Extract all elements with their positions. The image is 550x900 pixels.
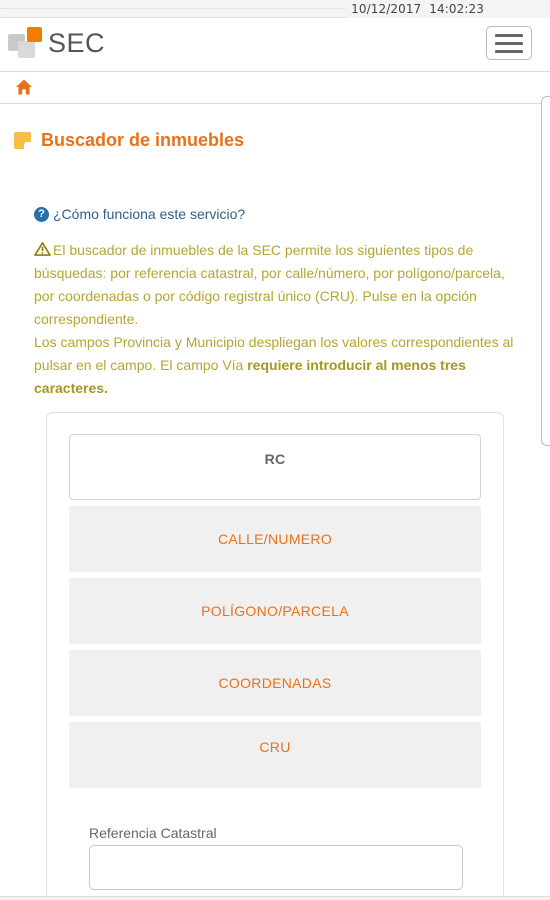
referencia-catastral-label: Referencia Catastral — [89, 825, 217, 841]
status-datetime — [347, 0, 550, 18]
notice-emphasis: requiere introducir al menos tres caracteres. — [34, 357, 466, 396]
notice-paragraph-2: Los campos Provincia y Municipio despliegan los valores correspondientes al pulsar en el campo. El campo Vía — [34, 334, 514, 373]
warning-icon — [34, 242, 51, 256]
option-calle-numero-button[interactable]: CALLE/NUMERO — [69, 506, 481, 572]
option-rc-button[interactable]: RC — [69, 434, 481, 500]
hamburger-icon — [495, 34, 523, 37]
how-it-works-link[interactable] — [34, 206, 245, 222]
app-header — [0, 18, 550, 72]
home-icon[interactable] — [15, 78, 33, 96]
document-icon — [14, 132, 31, 149]
search-notice — [34, 239, 514, 400]
question-circle-icon: ? — [34, 207, 49, 222]
status-date: 10/12/2017 — [351, 2, 422, 16]
status-bar — [0, 0, 550, 18]
how-it-works-text: ¿Cómo funciona este servicio? — [53, 206, 246, 222]
hamburger-menu-button[interactable] — [486, 26, 532, 60]
breadcrumb — [0, 72, 550, 104]
option-coordenadas-button[interactable]: COORDENADAS — [69, 650, 481, 716]
option-cru-button[interactable]: CRU — [69, 722, 481, 788]
page-title-text: Buscador de inmuebles — [41, 130, 245, 150]
page-title — [14, 130, 244, 151]
sec-logo-icon — [8, 27, 42, 59]
option-poligono-parcela-button[interactable]: POLÍGONO/PARCELA — [69, 578, 481, 644]
logo-text: SEC — [48, 27, 106, 58]
referencia-catastral-input[interactable] — [89, 845, 463, 890]
search-options-card — [46, 412, 504, 900]
sec-logo[interactable] — [8, 26, 105, 60]
bottom-edge — [0, 896, 550, 900]
status-time: 14:02:23 — [429, 2, 484, 16]
notice-paragraph-1: El buscador de inmuebles de la SEC permite los siguientes tipos de búsquedas: por referencia catastral, por calle/número, por polígono/parcela, por coordenadas o por código registral único (CRU). Pulse en la opción correspondiente. — [34, 242, 505, 327]
side-panel-handle[interactable] — [541, 96, 550, 446]
